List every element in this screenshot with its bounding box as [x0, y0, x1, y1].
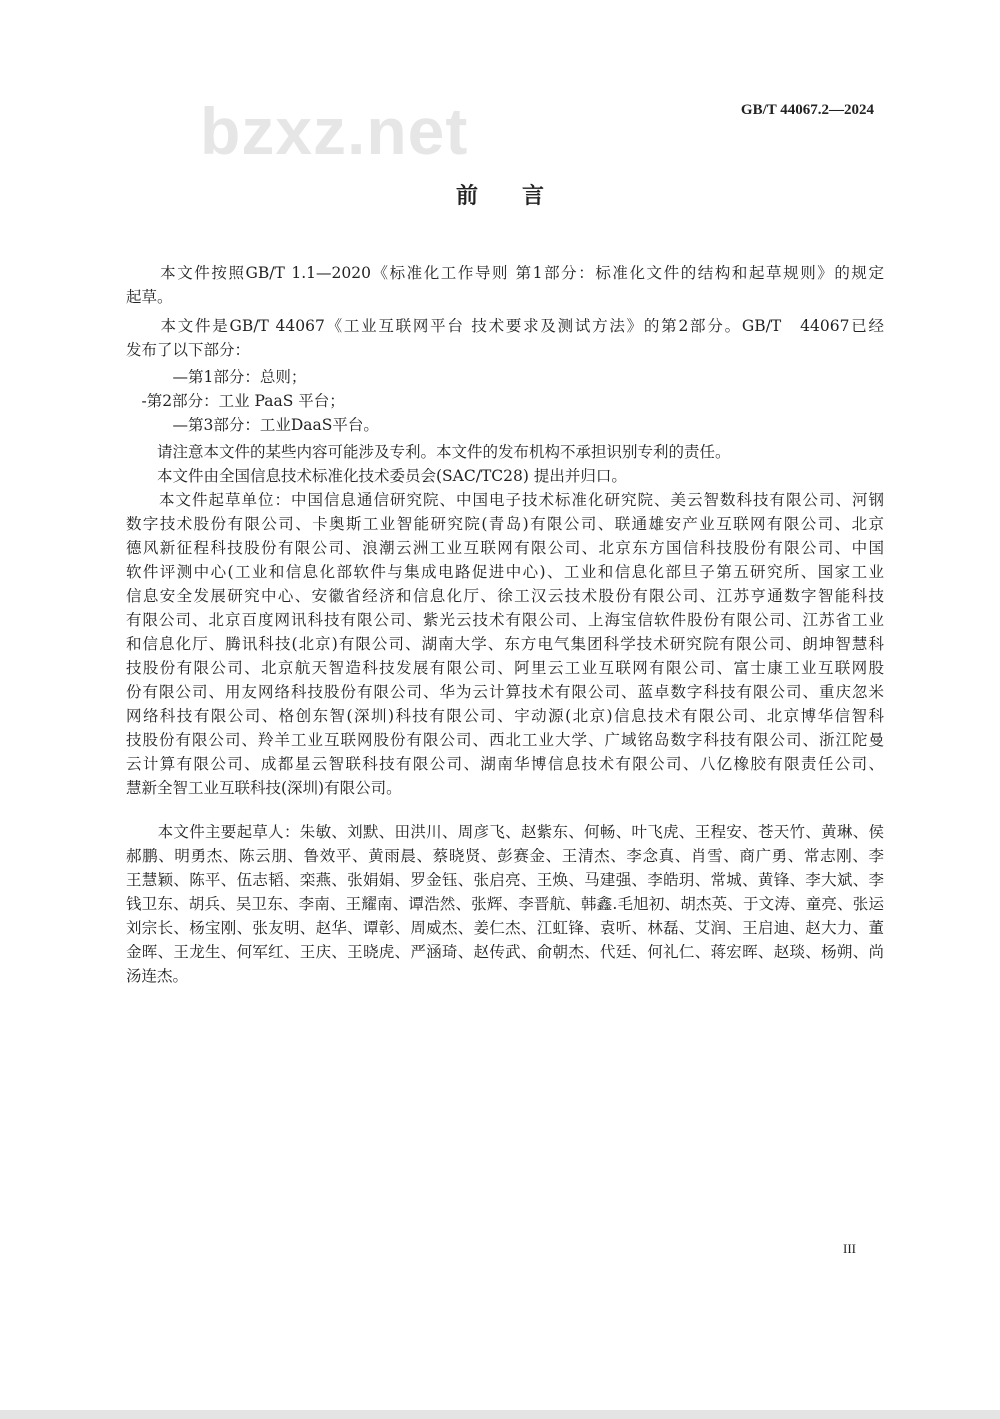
drafting-units-line: 有限公司、北京百度网讯科技有限公司、紫光云技术有限公司、上海宝信软件股份有限公司、江苏省工业	[126, 611, 884, 629]
intro-line: —第3部分：工业DaaS平台。	[126, 416, 379, 434]
drafters-line: 本文件主要起草人：朱敏、刘默、田洪川、周彦飞、赵紫东、何畅、叶飞虎、王程安、苍天竹、黄琳、侯	[157, 823, 884, 841]
drafters-line: 汤连杰。	[126, 967, 189, 985]
watermark: bzxz.net	[200, 94, 469, 168]
drafting-units-line: 信息安全发展研究中心、安徽省经济和信息化厅、徐工汉云技术股份有限公司、江苏亨通数字智能科技	[126, 587, 884, 605]
bottom-edge	[0, 1410, 1000, 1419]
intro-line: 本文件由全国信息技术标准化技术委员会(SAC/TC28) 提出并归口。	[126, 467, 627, 485]
drafting-units-line: 软件评测中心(工业和信息化部软件与集成电路促进中心)、工业和信息化部旦子第五研究所、国家工业	[126, 563, 884, 581]
intro-line: —第1部分：总则；	[126, 368, 307, 386]
drafting-units-line: 本文件起草单位：中国信息通信研究院、中国电子技术标准化研究院、美云智数科技有限公司、河钢	[126, 491, 884, 509]
drafters-line: 郝鹏、明勇杰、陈云朋、鲁效平、黄雨晨、蔡晓贤、彭赛金、王清杰、李念真、肖雪、商广勇、常志刚、李	[126, 847, 884, 865]
intro-line: 发布了以下部分：	[126, 341, 251, 359]
intro-line: 本文件按照GB/T 1.1—2020《标准化工作导则 第1部分：标准化文件的结构和起草规则》的规定	[126, 264, 884, 282]
drafting-units-line: 技股份有限公司、羚羊工业互联网股份有限公司、西北工业大学、广域铭岛数字科技有限公司、浙江陀曼	[126, 731, 884, 749]
drafting-units-line: 技股份有限公司、北京航天智造科技发展有限公司、阿里云工业互联网有限公司、富士康工业互联网股	[126, 659, 884, 677]
standard-number: GB/T 44067.2—2024	[740, 102, 874, 118]
drafters-line: 王慧颖、陈平、伍志韬、栾燕、张娟娟、罗金钰、张启亮、王焕、马建强、李皓玥、常城、黄锋、李大斌、李	[126, 871, 884, 889]
drafting-units-line: 和信息化厅、腾讯科技(北京)有限公司、湖南大学、东方电气集团科学技术研究院有限公司、朗坤智慧科	[126, 635, 884, 653]
drafters-line: 刘宗长、杨宝刚、张友明、赵华、谭彰、周威杰、姜仁杰、江虹锋、袁听、林磊、艾润、王启迪、赵大力、董	[126, 919, 884, 937]
intro-section	[126, 261, 884, 488]
intro-line: -第2部分：工业 PaaS 平台；	[126, 392, 345, 410]
drafting-units-line: 云计算有限公司、成都星云智联科技有限公司、湖南华博信息技术有限公司、八亿橡胶有限责任公司、	[126, 755, 884, 773]
drafting-units-line: 网络科技有限公司、格创东智(深圳)科技有限公司、宇动源(北京)信息技术有限公司、北京博华信智科	[126, 707, 884, 725]
page-title: 前言	[455, 183, 588, 209]
drafting-units-line: 数字技术股份有限公司、卡奥斯工业智能研究院(青岛)有限公司、联通雄安产业互联网有限公司、北京	[126, 515, 884, 533]
drafters-line: 金晖、王龙生、何军红、王庆、王晓虎、严涵琦、赵传武、俞朝杰、代廷、何礼仁、蒋宏晖、赵琰、杨朔、尚	[126, 943, 884, 961]
drafters-line: 钱卫东、胡兵、吴卫东、李南、王耀南、谭浩然、张辉、李晋航、韩鑫.毛旭初、胡杰英、于文涛、童亮、张运	[126, 895, 884, 913]
page-number: III	[843, 1241, 856, 1256]
drafting-units-line: 份有限公司、用友网络科技股份有限公司、华为云计算技术有限公司、蓝卓数字科技有限公司、重庆忽米	[126, 683, 884, 701]
intro-line: 本文件是GB/T 44067《工业互联网平台 技术要求及测试方法》的第2部分。GB/T 44067已经	[126, 317, 884, 335]
drafting-units-line: 德风新征程科技股份有限公司、浪潮云洲工业互联网有限公司、北京东方国信科技股份有限公司、中国	[126, 539, 884, 557]
drafting-units-line: 慧新全智工业互联科技(深圳)有限公司。	[126, 779, 402, 797]
intro-line: 请注意本文件的某些内容可能涉及专利。本文件的发布机构不承担识别专利的责任。	[126, 443, 731, 461]
intro-line: 起草。	[126, 288, 173, 306]
drafters-paragraph	[126, 820, 884, 988]
drafting-units-paragraph	[126, 488, 884, 800]
